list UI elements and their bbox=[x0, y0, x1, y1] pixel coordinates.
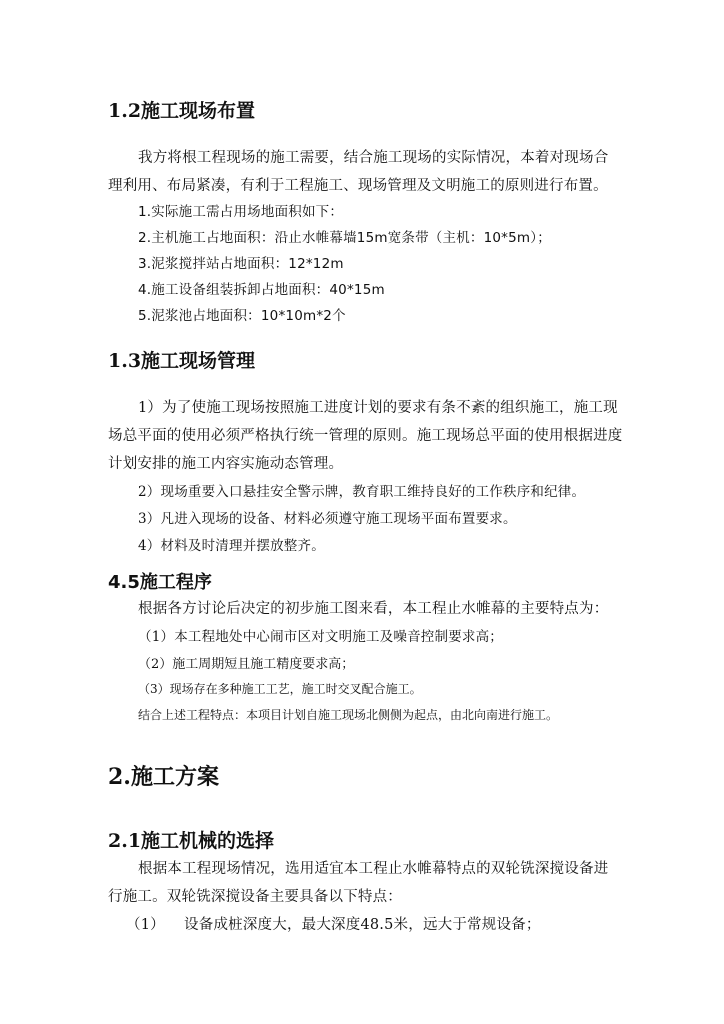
summary-line: 结合上述工程特点：本项目计划自施工现场北侧侧为起点，由北向南进行施工。 bbox=[138, 708, 559, 722]
list-item: 3）凡进入现场的设备、材料必须遵守施工现场平面布置要求。 bbox=[138, 511, 517, 527]
heading-4-5: 4.5施工程序 bbox=[108, 572, 212, 593]
heading-1-3: 1.3施工现场管理 bbox=[108, 350, 256, 372]
paragraph-line: 根据本工程现场情况，选用适宜本工程止水帷幕特点的双轮铣深搅设备进 bbox=[138, 861, 609, 877]
list-item: （1） 设备成桩深度大，最大深度48.5米，远大于常规设备； bbox=[126, 917, 541, 933]
list-item: 3.泥浆搅拌站占地面积：12*12m bbox=[138, 256, 344, 272]
paragraph-line: 计划安排的施工内容实施动态管理。 bbox=[108, 456, 344, 472]
list-item: 4）材料及时清理并摆放整齐。 bbox=[138, 538, 325, 554]
heading-2-1: 2.1施工机械的选择 bbox=[108, 830, 275, 852]
heading-2: 2.施工方案 bbox=[108, 764, 219, 790]
list-item: 5.泥浆池占地面积：10*10m*2个 bbox=[138, 308, 346, 324]
list-item: （3）现场存在多种施工工艺，施工时交叉配合施工。 bbox=[138, 682, 422, 696]
list-item: 1.实际施工需占用场地面积如下： bbox=[138, 204, 344, 220]
list-item: 2）现场重要入口悬挂安全警示牌，教育职工维持良好的工作秩序和纪律。 bbox=[138, 484, 586, 500]
paragraph-line: 行施工。双轮铣深搅设备主要具备以下特点： bbox=[108, 889, 402, 905]
list-item: 4.施工设备组装拆卸占地面积：40*15m bbox=[138, 282, 385, 298]
paragraph-line: 场总平面的使用必须严格执行统一管理的原则。施工现场总平面的使用根据进度 bbox=[108, 428, 623, 444]
list-item: （2）施工周期短且施工精度要求高； bbox=[138, 657, 355, 672]
list-item: 2.主机施工占地面积：沿止水帷幕墙15m宽条带（主机：10*5m）； bbox=[138, 230, 551, 246]
paragraph-line: 理利用、布局紧凑，有利于工程施工、现场管理及文明施工的原则进行布置。 bbox=[108, 178, 608, 194]
list-item: （1）本工程地处中心闹市区对文明施工及噪音控制要求高； bbox=[138, 629, 503, 645]
paragraph-line: 我方将根工程现场的施工需要，结合施工现场的实际情况，本着对现场合 bbox=[138, 150, 609, 166]
paragraph-line: 根据各方讨论后决定的初步施工图来看，本工程止水帷幕的主要特点为： bbox=[138, 601, 609, 617]
heading-1-2: 1.2施工现场布置 bbox=[108, 100, 256, 122]
paragraph-line: 1）为了使施工现场按照施工进度计划的要求有条不紊的组织施工，施工现 bbox=[138, 400, 618, 416]
